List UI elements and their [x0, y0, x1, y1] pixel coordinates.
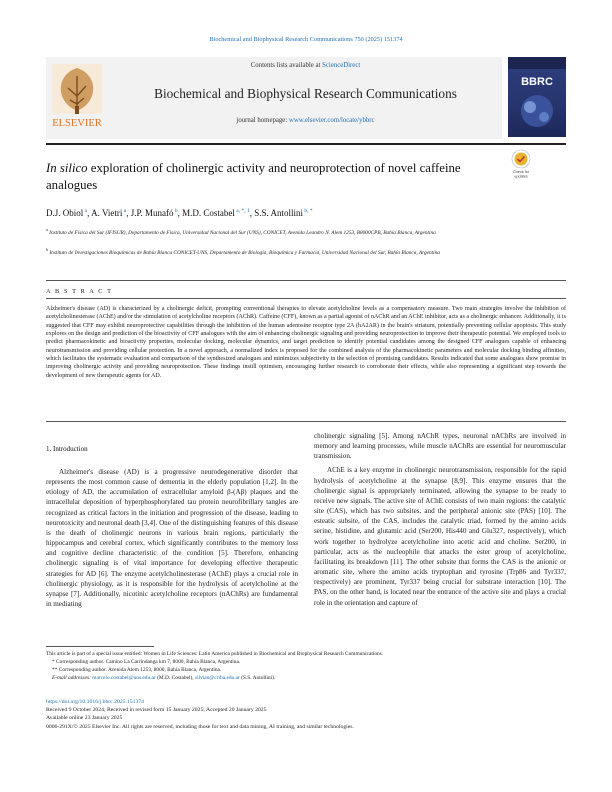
copyright-line: 0006-291X/© 2025 Elsevier Inc. All rights are reserved, including those for text and data mining, AI training, and similar technologies. — [46, 723, 354, 730]
affiliation-text: Instituto de Investigaciones Bioquímicas de Bahía Blanca CONICET-UNS, Departamento de Biología, Bioquímica y Farmacia, Universidad Nacional del Sur, Bahía Blanca, Argentina — [48, 249, 440, 256]
homepage-prefix: journal homepage: — [236, 117, 288, 124]
homepage-link[interactable]: www.elsevier.com/locate/ybbrc — [288, 117, 375, 124]
footnote-text: Corresponding author. Camino La Carrindanga km 7, 8000, Bahía Blanca, Argentina. — [54, 659, 241, 666]
publication-info — [46, 698, 566, 731]
intro-right-paragraph-2: AChE is a key enzyme in cholinergic neurotransmission, responsible for the rapid hydrolysis of acetylcholine at the synapse [8,9]. This enzyme ensures that the cholinergic signal is appropriately terminated, allowing the synapse to be ready to receive new signals. The active site of AChE consists of two main regions: the catalytic site (CAS), which has two subsites, and the peripheral anionic site (PAS) [10]. The esteatic subsite, of the CAS, includes the catalytic triad, formed by the amino acids serine, histidine, and glutamic acid (Ser200, His440 and Glu327, respectively), which work together to hydrolyze acetylcholine into acetic acid and choline. Ser200, in particular, acts as the nucleophile that attacks the ester group of acetylcholine, facilitating its breakdown [11]. The other subsite that forms the CAS is the anionic or aromatic site, where the amino acids tryptophan and tyrosine (Trp86 and Tyr337, respectively) are prominent, Tyr337 being crucial for substrate interaction [10]. The PAS, on the other hand, is located near the entrance of the active site and plays a crucial role in the orientation and capture of — [314, 466, 566, 607]
corresponding-author-2 — [46, 666, 566, 674]
email-link-antollini[interactable]: silvian@criba.edu.ar — [194, 675, 240, 682]
affiliation-mark: b — [46, 247, 49, 252]
author-marks[interactable]: b, * — [302, 208, 313, 214]
footnote-mark: ** — [52, 667, 58, 674]
intro-left-column: Alzheimer's disease (AD) is a progressive neurodegenerative disorder that represents the most common cause of dementia in the elderly population [1,2]. In the etiology of AD, the accumulation of extracellular amyloid β-(Aβ) plaques and the intracellular deposition of hyperphosphorylated tau protein neurofibrillary tangles are recognized as critical factors in the initiation and progression of the disease, leading to neurotoxicity and neuronal death [3,4]. One of the distinguishing features of this disease is the death of cholinergic neurons in various brain regions, particularly the hippocampus and cerebral cortex, which significantly contributes to the memory loss and cognitive decline characteristic of the condition [5]. Therefore, enhancing cholinergic signaling is of vital importance for developing effective therapeutic strategies for AD [6]. The enzyme acetylcholinesterase (AChE) plays a crucial role in cholinergic physiology, as it is responsible for the hydrolysis of acetylcholine at the synapse [7]. Additionally, nicotinic acetylcholine receptors (nAChRs) are fundamental in mediating — [46, 468, 298, 609]
footnote-mark: * — [52, 659, 55, 666]
journal-homepage-line — [108, 117, 503, 124]
affiliation-text: Instituto de Física del Sur (IFISUR), Departamento de Física, Universidad Nacional del Sur (UNS), CONICET, Avenida Leandro N. Alem 1253, B8000CPB, Bahía Blanca, Argentina — [47, 229, 436, 236]
doi-link[interactable]: https://doi.org/10.1016/j.bbrc.2025.151374 — [46, 699, 145, 705]
author-marks[interactable]: a — [122, 208, 127, 214]
elsevier-logo — [46, 62, 108, 132]
header-divider — [46, 143, 566, 145]
title-italic: In silico — [46, 161, 88, 175]
author-name[interactable]: S.S. Antollini — [254, 208, 303, 218]
email-label: E-mail addresses: — [52, 675, 91, 682]
section-heading-introduction: 1. Introduction — [46, 445, 88, 453]
author-marks[interactable]: a, *, 1 — [234, 208, 250, 214]
sciencedirect-link[interactable]: ScienceDirect — [322, 62, 361, 69]
intro-right-column — [314, 431, 566, 608]
author-marks[interactable]: b — [173, 208, 178, 214]
email-link-costabel[interactable]: marcelo.costabel@uns.edu.ar — [92, 675, 156, 682]
cover-text: BBRC — [521, 76, 553, 88]
corresponding-author-1 — [46, 658, 566, 666]
footnote-text: Corresponding author. Avenida Alem 1253, 8000, Bahía Blanca, Argentina. — [57, 667, 222, 674]
author-name[interactable]: J.P. Munafó — [130, 208, 174, 218]
journal-name: Biochemical and Biophysical Research Communications — [154, 86, 457, 101]
author-list: D.J. Obiol $^a$, A. Vietri $^a$, J.P. Munafó $^b$, M.D. Costabel $^{a, *, 1}$, S.S. Antollini $^{b, *}$ — [46, 208, 313, 218]
check-badge-text-2: updates — [514, 174, 528, 179]
affiliation-b — [46, 246, 516, 257]
elsevier-logo-text: ELSEVIER — [52, 118, 102, 129]
check-badge-text-1: Check for — [512, 170, 530, 174]
affiliation-mark: a — [46, 227, 48, 232]
author-name[interactable]: A. Vietri — [91, 208, 123, 218]
title-rest: exploration of cholinergic activity and neuroprotection of novel caffeine analogues — [46, 161, 461, 192]
author-name[interactable]: D.J. Obiol — [46, 208, 84, 218]
email-addresses — [46, 674, 566, 682]
abstract-heading-rule — [46, 298, 566, 299]
article-title — [46, 160, 506, 194]
received-dates: Received 9 October 2024; Received in revised form 15 January 2025; Accepted 20 January 2025 — [46, 707, 267, 714]
footnotes — [46, 650, 566, 682]
author-marks[interactable]: a — [83, 208, 88, 214]
journal-cover-image — [508, 57, 566, 137]
abstract-heading: A B S T R A C T — [46, 288, 113, 295]
intro-right-paragraph-1: cholinergic signaling [5]. Among nAChR types, neuronal nAChRs are involved in memory and learning processes, while muscle nAChRs are essential for neuromuscular transmission. — [314, 432, 566, 461]
check-for-updates-badge[interactable] — [509, 149, 533, 179]
abstract-top-rule — [46, 280, 566, 281]
abstract-bottom-rule — [46, 421, 566, 422]
contents-available-line — [108, 62, 503, 69]
affiliation-a — [46, 226, 516, 237]
available-online-date: Available online 23 January 2025 — [46, 715, 123, 722]
journal-citation-link[interactable]: Biochemical and Biophysical Research Communications 750 (2025) 151374 — [209, 36, 403, 43]
footnote-divider — [46, 646, 154, 647]
email-name-costabel: (M.D. Costabel), — [155, 675, 195, 682]
abstract-text: Alzheimer's disease (AD) is characterized by a cholinergic deficit, prompting conventional therapies to elevate acetylcholine levels as a compensatory measure. Two main strategies involve the inhibition of acetylcholinesterase (AChE) and/or the stimulation of acetylcholine receptors (AChR). Caffeine (CFF), known as a partial agonist of nAChR and an AChE inhibitor, acts as a cholinergic enhancer. Additionally, it is suggested that CFF may exhibit neuroprotective capabilities through the inhibition of the human adenosine receptor type 2A (hA2AR) in the brain's striatum, potentially preventing cellular apoptosis. This study explores on the design and prediction of the bioactivity of CFF analogues with the aim of enhancing cholinergic signaling and providing neuroprotection to improve their therapeutic potential. We employed tools to predict pharmacokinetic and bioactivity properties, molecular docking, molecular dynamics, and target prediction to identify potential candidates among the designed CFF analogues capable of enhancing neurotransmission and providing cellular protection. In a novel approach, a normalized index is proposed for the combined analysis of the pharmacokinetic parameters and molecular docking binding affinities, which facilitates the systematic evaluation and comparison of the synthesized analogues and minimizes subjectivity in the selection of promising candidates. Results indicated that some analogues show promise in improving cholinergic activity and providing neuroprotection. These findings instill optimism, encouraging further research to corroborate their effects, while also representing a significant step towards the development of new therapeutic agents for AD. — [46, 306, 566, 379]
contents-prefix: Contents lists available at — [250, 62, 321, 69]
author-name[interactable]: M.D. Costabel — [182, 208, 235, 218]
special-issue-note: This article is part of a special issue entitled: Women in Life Sciences: Latin America published in Biochemical and Biophysical Research Communications. — [46, 651, 384, 657]
email-name-antollini: (S.S. Antollini). — [239, 675, 276, 682]
